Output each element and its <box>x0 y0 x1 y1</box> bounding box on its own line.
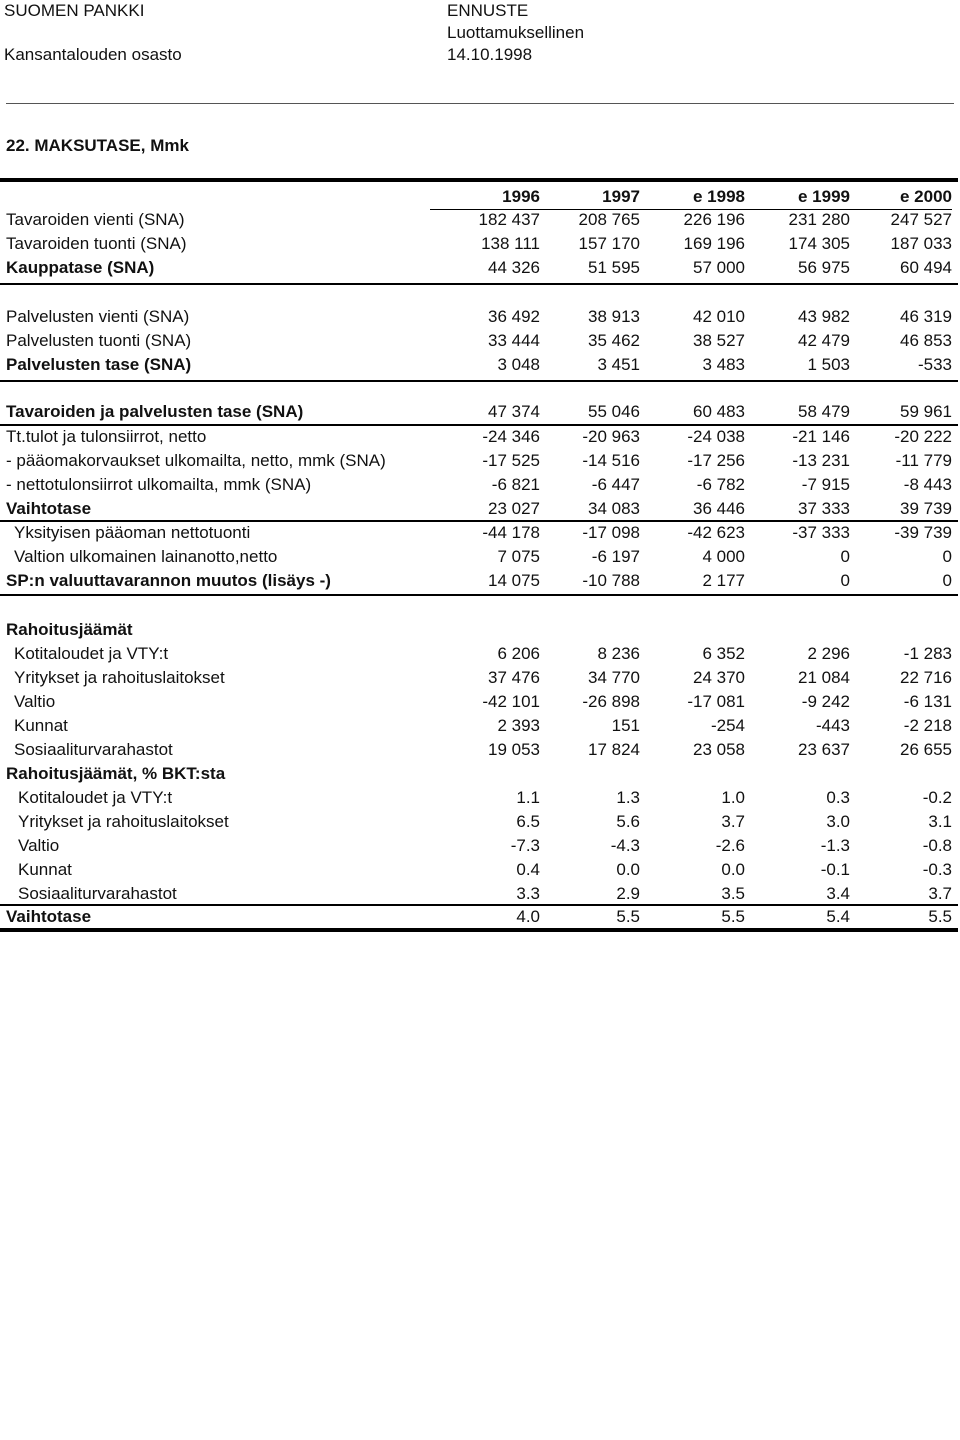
cell: 208 765 <box>578 210 640 229</box>
table-row <box>0 786 958 810</box>
cell: -0.2 <box>922 788 952 807</box>
cell: 23 058 <box>693 740 745 759</box>
cell: -26 898 <box>582 692 640 711</box>
table-row <box>0 882 958 906</box>
cell: 3.5 <box>721 884 745 903</box>
cell: -0.1 <box>820 860 850 879</box>
cell: 226 196 <box>683 210 745 229</box>
cell: 36 492 <box>488 307 540 326</box>
table-row <box>0 642 958 666</box>
table-row <box>0 305 958 329</box>
row-label: SP:n valuuttavarannon muutos (lisäys -) <box>6 571 331 590</box>
cell: -9 242 <box>801 692 850 711</box>
cell: 174 305 <box>788 234 850 253</box>
document-type: ENNUSTE <box>447 1 529 20</box>
cell: 0 <box>840 547 850 566</box>
cell: 0.0 <box>616 860 640 879</box>
cell: 39 739 <box>900 499 952 518</box>
department-name: Kansantalouden osasto <box>4 45 182 64</box>
cell: 26 655 <box>900 740 952 759</box>
table-bottom-rule <box>0 928 958 932</box>
cell: 247 527 <box>890 210 952 229</box>
cell: 24 370 <box>693 668 745 687</box>
cell: 23 637 <box>798 740 850 759</box>
cell: -8 443 <box>903 475 952 494</box>
table-title: 22. MAKSUTASE, Mmk <box>6 136 189 155</box>
table-row-subtotal <box>0 256 958 280</box>
table-row <box>0 329 958 353</box>
cell: 23 027 <box>488 499 540 518</box>
cell: 2 296 <box>807 644 850 663</box>
cell: 1.1 <box>516 788 540 807</box>
section-heading-row <box>0 618 958 642</box>
year-header: e 2000 <box>842 185 952 210</box>
row-label: Palvelusten tase (SNA) <box>6 355 192 374</box>
year-header-row <box>0 185 958 209</box>
cell: 5.5 <box>721 907 745 926</box>
cell: -20 963 <box>582 427 640 446</box>
cell: -6 821 <box>491 475 540 494</box>
cell: 60 494 <box>900 258 952 277</box>
table-row <box>0 521 958 545</box>
cell: -17 256 <box>687 451 745 470</box>
cell: 6 352 <box>702 644 745 663</box>
table-row <box>0 449 958 473</box>
cell: 58 479 <box>798 402 850 421</box>
table-row <box>0 473 958 497</box>
cell: 3.7 <box>928 884 952 903</box>
cell: 0.4 <box>516 860 540 879</box>
year-header: e 1999 <box>740 185 850 210</box>
table-row <box>0 738 958 762</box>
cell: 5.5 <box>616 907 640 926</box>
header-divider <box>6 103 954 104</box>
cell: 34 770 <box>588 668 640 687</box>
cell: 187 033 <box>890 234 952 253</box>
cell: 151 <box>611 716 640 735</box>
row-label: Tavaroiden tuonti (SNA) <box>6 234 187 253</box>
row-label: Valtion ulkomainen lainanotto,netto <box>14 547 278 566</box>
cell: 47 374 <box>488 402 540 421</box>
cell: 231 280 <box>788 210 850 229</box>
cell: 1.0 <box>721 788 745 807</box>
cell: -21 146 <box>792 427 850 446</box>
table-row <box>0 714 958 738</box>
table-top-rule <box>0 178 958 182</box>
cell: -443 <box>815 716 850 735</box>
cell: 3 483 <box>702 355 745 374</box>
cell: -42 623 <box>687 523 745 542</box>
table-row <box>0 858 958 882</box>
header-right <box>447 0 584 66</box>
cell: -2.6 <box>715 836 745 855</box>
cell: 7 075 <box>497 547 540 566</box>
cell: 36 446 <box>693 499 745 518</box>
table-row-subtotal <box>0 353 958 377</box>
cell: -6 447 <box>591 475 640 494</box>
row-label: - nettotulonsiirrot ulkomailta, mmk (SNA) <box>6 475 312 494</box>
cell: 1.3 <box>616 788 640 807</box>
cell: 38 913 <box>588 307 640 326</box>
row-label: Sosiaaliturvarahastot <box>14 740 173 759</box>
org-name: SUOMEN PANKKI <box>4 1 145 20</box>
cell: 0 <box>840 571 850 590</box>
table-row <box>0 666 958 690</box>
cell: 43 982 <box>798 307 850 326</box>
row-label: Kotitaloudet ja VTY:t <box>14 644 169 663</box>
cell: -42 101 <box>482 692 540 711</box>
cell: -44 178 <box>482 523 540 542</box>
row-label: Tavaroiden vienti (SNA) <box>6 210 185 229</box>
row-label: Palvelusten vienti (SNA) <box>6 307 190 326</box>
cell: -1 283 <box>903 644 952 663</box>
cell: 59 961 <box>900 402 952 421</box>
row-label: Yritykset ja rahoituslaitokset <box>18 812 229 831</box>
year-header: 1996 <box>430 185 540 210</box>
cell: 138 111 <box>481 234 540 253</box>
cell: 46 319 <box>900 307 952 326</box>
cell: -0.8 <box>922 836 952 855</box>
table-row-subtotal <box>0 497 958 521</box>
section-heading: Rahoitusjäämät <box>6 620 133 639</box>
cell: 0 <box>942 571 952 590</box>
cell: -10 788 <box>582 571 640 590</box>
cell: 4.0 <box>516 907 540 926</box>
section-heading-row <box>0 762 958 786</box>
cell: 22 716 <box>900 668 952 687</box>
cell: 5.6 <box>616 812 640 831</box>
cell: 2 393 <box>497 716 540 735</box>
cell: -4.3 <box>610 836 640 855</box>
cell: -13 231 <box>792 451 850 470</box>
cell: -0.3 <box>922 860 952 879</box>
row-label: Vaihtotase <box>6 499 92 518</box>
cell: 5.4 <box>826 907 850 926</box>
row-label: - pääomakorvaukset ulkomailta, netto, mmk (SNA) <box>6 451 386 470</box>
cell: 21 084 <box>798 668 850 687</box>
table-row <box>0 690 958 714</box>
document-date: 14.10.1998 <box>447 45 533 64</box>
cell: 35 462 <box>588 331 640 350</box>
cell: 157 170 <box>578 234 640 253</box>
row-label: Palvelusten tuonti (SNA) <box>6 331 192 350</box>
cell: 55 046 <box>588 402 640 421</box>
cell: 2 177 <box>702 571 745 590</box>
cell: 60 483 <box>693 402 745 421</box>
row-label: Kunnat <box>14 716 68 735</box>
cell: 3.1 <box>928 812 952 831</box>
cell: 6.5 <box>516 812 540 831</box>
row-label: Vaihtotase <box>6 907 92 926</box>
cell: 46 853 <box>900 331 952 350</box>
cell: -7.3 <box>510 836 540 855</box>
row-label: Kunnat <box>18 860 72 879</box>
cell: 0 <box>942 547 952 566</box>
cell: -37 333 <box>792 523 850 542</box>
cell: -14 516 <box>582 451 640 470</box>
cell: -17 525 <box>482 451 540 470</box>
cell: -11 779 <box>895 451 952 470</box>
cell: 19 053 <box>488 740 540 759</box>
cell: -533 <box>917 355 952 374</box>
cell: 34 083 <box>588 499 640 518</box>
cell: 8 236 <box>597 644 640 663</box>
cell: 182 437 <box>478 210 540 229</box>
cell: 33 444 <box>488 331 540 350</box>
cell: 2.9 <box>616 884 640 903</box>
year-header: e 1998 <box>635 185 745 210</box>
section-heading: Rahoitusjäämät, % BKT:sta <box>6 764 226 783</box>
cell: -24 038 <box>687 427 745 446</box>
cell: 3 048 <box>497 355 540 374</box>
cell: 3 451 <box>597 355 640 374</box>
cell: 1 503 <box>807 355 850 374</box>
cell: 37 333 <box>798 499 850 518</box>
cell: -20 222 <box>894 427 952 446</box>
cell: -6 131 <box>903 692 952 711</box>
cell: -17 098 <box>582 523 640 542</box>
cell: -2 218 <box>903 716 952 735</box>
row-label: Tavaroiden ja palvelusten tase (SNA) <box>6 402 304 421</box>
table-row-subtotal <box>0 905 958 929</box>
cell: 3.4 <box>826 884 850 903</box>
table-row <box>0 545 958 569</box>
row-label: Tt.tulot ja tulonsiirrot, netto <box>6 427 207 446</box>
row-label: Valtio <box>18 836 60 855</box>
table-row-subtotal <box>0 400 958 424</box>
table-row <box>0 425 958 449</box>
cell: 44 326 <box>488 258 540 277</box>
year-header: 1997 <box>530 185 640 210</box>
cell: 0.0 <box>721 860 745 879</box>
cell: 17 824 <box>588 740 640 759</box>
cell: 169 196 <box>683 234 745 253</box>
cell: 3.3 <box>516 884 540 903</box>
header-left <box>4 0 182 66</box>
table-row-subtotal <box>0 569 958 593</box>
cell: -1.3 <box>820 836 850 855</box>
row-label: Kauppatase (SNA) <box>6 258 155 277</box>
section-rule <box>0 594 958 596</box>
cell: -6 782 <box>696 475 745 494</box>
row-label: Yritykset ja rahoituslaitokset <box>14 668 225 687</box>
cell: 5.5 <box>928 907 952 926</box>
cell: 6 206 <box>497 644 540 663</box>
cell: 42 479 <box>798 331 850 350</box>
cell: -254 <box>710 716 745 735</box>
cell: 14 075 <box>488 571 540 590</box>
section-rule <box>0 380 958 382</box>
classification: Luottamuksellinen <box>447 23 585 42</box>
row-label: Sosiaaliturvarahastot <box>18 884 177 903</box>
cell: 0.3 <box>826 788 850 807</box>
cell: 57 000 <box>693 258 745 277</box>
cell: -17 081 <box>687 692 745 711</box>
cell: 4 000 <box>702 547 745 566</box>
cell: -6 197 <box>591 547 640 566</box>
section-rule <box>0 283 958 285</box>
cell: 38 527 <box>693 331 745 350</box>
cell: -39 739 <box>894 523 952 542</box>
row-label: Valtio <box>14 692 56 711</box>
row-label: Kotitaloudet ja VTY:t <box>18 788 173 807</box>
table-row <box>0 208 958 232</box>
table-row <box>0 834 958 858</box>
cell: -24 346 <box>482 427 540 446</box>
cell: 51 595 <box>588 258 640 277</box>
row-label: Yksityisen pääoman nettotuonti <box>14 523 251 542</box>
table-row <box>0 232 958 256</box>
cell: 3.0 <box>826 812 850 831</box>
cell: -7 915 <box>801 475 850 494</box>
cell: 42 010 <box>693 307 745 326</box>
cell: 56 975 <box>798 258 850 277</box>
table-row <box>0 810 958 834</box>
cell: 3.7 <box>721 812 745 831</box>
cell: 37 476 <box>488 668 540 687</box>
